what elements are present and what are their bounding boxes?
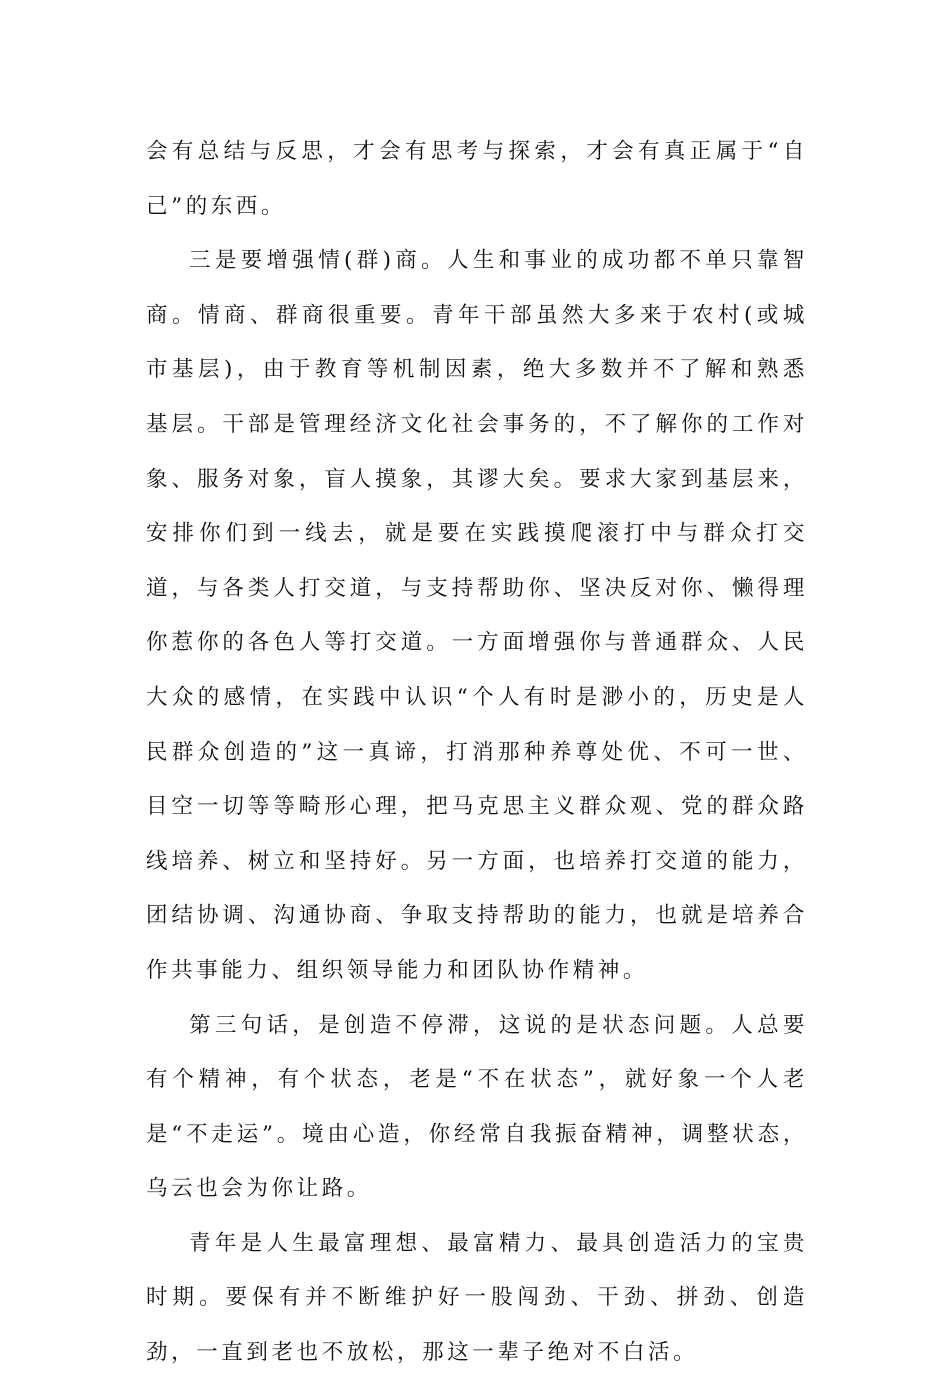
paragraph-emotional-intelligence: 三是要增强情(群)商。人生和事业的成功都不单只靠智商。情商、群商很重要。青年干部虽然大多来于农村(或城市基层)，由于教育等机制因素，绝大多数并不了解和熟悉基层。干部是管理经济文化社会事务的，不了解你的工作对象、服务对象，盲人摸象，其谬大矣。要求大家到基层来，安排你们到一线去，就是要在实践摸爬滚打中与群众打交道，与各类人打交道，与支持帮助你、坚决反对你、懒得理你惹你的各色人等打交道。一方面增强你与普通群众、人民大众的感情，在实践中认识“个人有时是渺小的，历史是人民群众创造的”这一真谛，打消那种养尊处优、不可一世、目空一切等等畸形心理，把马克思主义群众观、党的群众路线培养、树立和坚持好。另一方面，也培养打交道的能力，团结协调、沟通协商、争取支持帮助的能力，也就是培养合作共事能力、组织领导能力和团队协作精神。: [146, 248, 808, 983]
document-body: [146, 125, 808, 1381]
paragraph-youth-conclusion: 青年是人生最富理想、最富精力、最具创造活力的宝贵时期。要保有并不断维护好一股闯劲、干劲、拼劲、创造劲，一直到老也不放松，那这一辈子绝对不白活。: [146, 1230, 808, 1366]
paragraph-third-point: 第三句话，是创造不停滞，这说的是状态问题。人总要有个精神，有个状态，老是“不在状态”，就好象一个人老是“不走运”。境由心造，你经常自我振奋精神，调整状态，乌云也会为你让路。: [146, 1012, 808, 1202]
paragraph-continuation: 会有总结与反思，才会有思考与探索，才会有真正属于“自己”的东西。: [146, 139, 808, 219]
